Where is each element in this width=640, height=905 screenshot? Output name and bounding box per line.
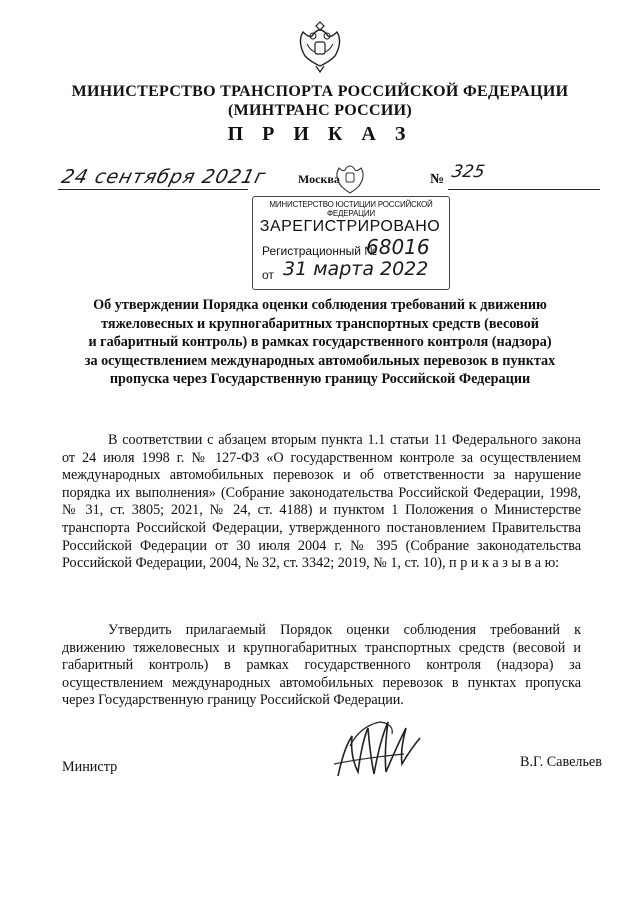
ministry-name: МИНИСТЕРСТВО ТРАНСПОРТА РОССИЙСКОЙ ФЕДЕРАЦИИ — [71, 83, 569, 100]
stamp-registered-label: ЗАРЕГИСТРИРОВАНО — [259, 218, 441, 235]
stamp-date-handwritten: 31 марта 2022 — [283, 258, 429, 280]
ministry-short-name: (МИНТРАНС РОССИИ) — [227, 102, 413, 119]
order-title-line: тяжеловесных и крупногабаритных транспортных средств (весовой — [101, 315, 539, 332]
handwritten-signature — [330, 710, 440, 792]
city-label: Москва — [298, 172, 340, 186]
order-title — [70, 296, 570, 389]
stamp-emblem-icon — [333, 160, 367, 196]
order-title-line: Об утверждении Порядка оценки соблюдения требований к движению — [93, 297, 547, 313]
signatory-name: В.Г. Савельев — [520, 754, 602, 770]
signatory-position: Министр — [62, 759, 118, 775]
document-type-title: П Р И К А З — [227, 123, 413, 145]
stamp-ministry-of-justice: МИНИСТЕРСТВО ЮСТИЦИИ РОССИЙСКОЙ ФЕДЕРАЦИИ — [269, 200, 433, 218]
date-underline — [58, 189, 248, 190]
stamp-reg-number: 68016 — [366, 235, 430, 259]
order-title-line: и габаритный контроль) в рамках государственного контроля (надзора) — [88, 334, 552, 351]
stamp-reg-number-label: Регистрационный № — [262, 244, 378, 258]
coat-of-arms-icon — [295, 18, 345, 74]
number-underline — [448, 189, 600, 190]
handwritten-number: 325 — [450, 162, 487, 182]
handwritten-date: 24 сентября 2021г — [59, 166, 269, 188]
preamble-paragraph: В соответствии с абзацем вторым пункта 1.1 статьи 11 Федерального закона от 24 июля 1998 г. № 127-ФЗ «О государственном контроле за осуществлением международных автомобильных перевозок и об ответственности за нарушение порядка их выполнения» (Собрание законодательства Российской Федерации, 1998, № 31, ст. 3805; 2021, № 24, ст. 4188) и пунктом 1 Положения о Министерстве транспорта Российской Федерации, утвержденного постановлением Правительства Российской Федерации от 30 июля 2004 г. № 395 (Собрание законодательства Российской Федерации, 2004, № 32, ст. 3342; 2019, № 1, ст. 10), п р и к а з ы в а ю: — [62, 432, 581, 572]
order-title-line: за осуществлением международных автомобильных перевозок в пунктах — [84, 352, 556, 369]
order-paragraph: Утвердить прилагаемый Порядок оценки соблюдения требований к движению тяжеловесных и крупногабаритных транспортных средств (весовой и габаритный контроль) в рамках государственного контроля (надзора) за осуществлением международных автомобильных перевозок в пунктах пропуска через Государственную границу Российской Федерации. — [62, 622, 581, 709]
number-label: № — [430, 172, 445, 187]
order-title-line: пропуска через Государственную границу Российской Федерации — [109, 371, 531, 388]
stamp-date-prefix: от — [262, 268, 274, 282]
